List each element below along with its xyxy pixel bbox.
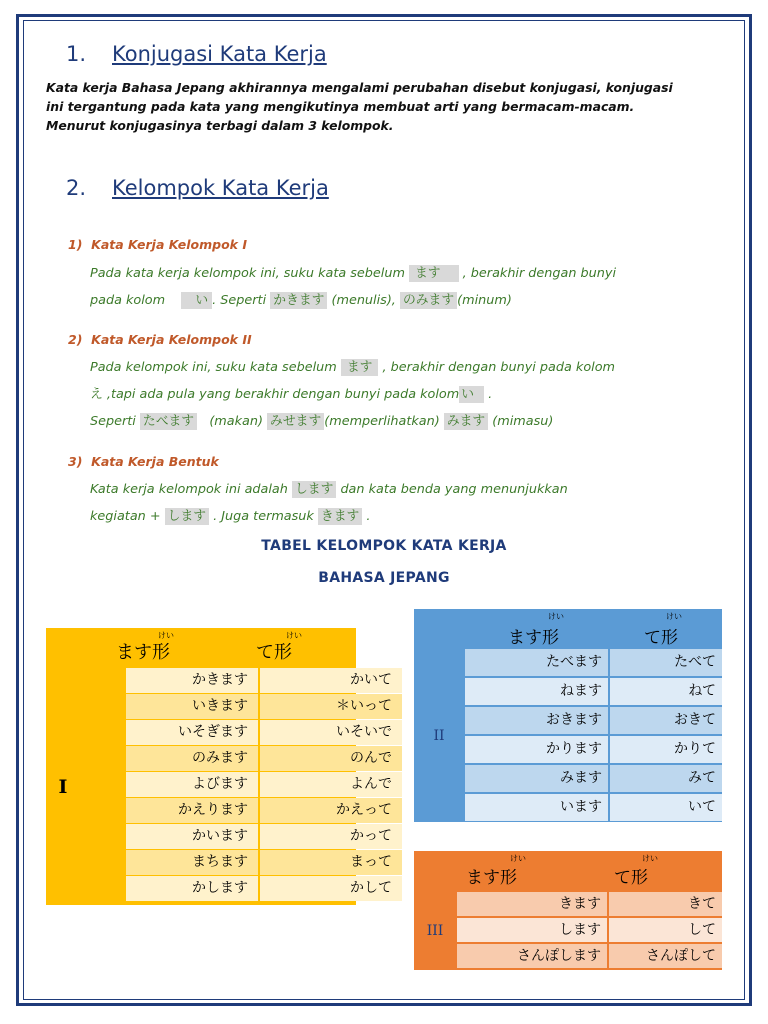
text: (mimasu): [492, 414, 554, 429]
table-row: [126, 746, 402, 772]
masu-form-cell: [126, 798, 258, 823]
te-form-text: かって: [350, 828, 392, 844]
masu-form-cell: [126, 850, 258, 875]
table-row: [126, 798, 402, 824]
text: dan kata benda yang menunjukkan: [340, 482, 568, 497]
text: (memperlihatkan): [324, 414, 440, 429]
table-row: [126, 824, 402, 850]
table-group-3: [414, 851, 722, 970]
group-1-number: 1): [68, 237, 83, 252]
table-row: [465, 649, 722, 677]
intro-line: Menurut konjugasinya terbagi dalam 3 kelompok.: [46, 118, 394, 133]
ruby-annotation: けい: [158, 631, 174, 640]
masu-form-cell: [126, 720, 258, 745]
table-subtitle: [0, 570, 768, 586]
text: Seperti: [90, 414, 136, 429]
highlight: たべます: [140, 413, 197, 430]
intro-line: Kata kerja Bahasa Jepang akhirannya mengalami perubahan disebut konjugasi, konjugasi: [46, 80, 673, 95]
te-form-cell: [609, 944, 722, 968]
masu-form-text: まちます: [192, 854, 248, 870]
text: pada kolom: [90, 293, 166, 308]
table-row: [126, 720, 402, 746]
te-form-text: いそいで: [336, 724, 392, 740]
header-te-form: て形: [256, 642, 292, 663]
masu-form-cell: [465, 678, 608, 705]
section-2-title: Kelompok Kata Kerja: [112, 176, 329, 200]
section-1-heading: [66, 42, 327, 66]
text: Pada kelompok ini, suku kata sebelum: [90, 360, 337, 375]
table-title-line: TABEL KELOMPOK KATA KERJA: [261, 538, 507, 554]
group-2-line-3: [90, 410, 730, 429]
group-3-heading: [68, 454, 219, 469]
te-form-cell: [260, 694, 402, 719]
te-form-text: かえって: [336, 802, 392, 818]
group-label: II: [433, 727, 445, 744]
text: , berakhir dengan bunyi: [462, 266, 617, 281]
te-form-text: たべて: [674, 654, 716, 670]
intro-paragraph: [46, 78, 726, 135]
te-form-text: みて: [688, 770, 716, 786]
group-1-title: Kata Kerja Kelompok I: [91, 237, 247, 252]
group-3-number: 3): [68, 454, 83, 469]
text: Pada kata kerja kelompok ini, suku kata sebelum: [90, 266, 405, 281]
te-form-cell: [610, 649, 722, 676]
masu-form-cell: [457, 892, 607, 916]
masu-form-cell: [465, 707, 608, 734]
group-3-line-1: [90, 478, 730, 497]
te-form-cell: [609, 918, 722, 942]
masu-form-text: かります: [546, 741, 602, 757]
group-3-line-2: [90, 505, 730, 524]
masu-form-text: みます: [560, 770, 602, 786]
ruby-annotation: けい: [510, 854, 526, 863]
table-row: [465, 765, 722, 793]
table-row: [126, 876, 402, 902]
intro-line: ini tergantung pada kata yang mengikutinya membuat arti yang bermacam-macam.: [46, 99, 635, 114]
ruby-annotation: けい: [666, 612, 682, 621]
table-row: [457, 944, 722, 969]
masu-form-text: たべます: [546, 654, 602, 670]
te-form-text: かして: [350, 880, 392, 896]
table-row: [126, 772, 402, 798]
text: ,tapi ada pula yang berakhir dengan bunyi pada kolom: [106, 387, 460, 402]
masu-form-cell: [126, 772, 258, 797]
masu-form-text: します: [559, 922, 601, 938]
table-row: [457, 892, 722, 917]
masu-form-text: さんぽします: [517, 948, 601, 964]
te-form-text: のんで: [350, 750, 392, 766]
te-form-cell: [260, 772, 402, 797]
text: . Juga termasuk: [213, 509, 314, 524]
te-form-cell: [610, 707, 722, 734]
highlight: します: [292, 481, 336, 498]
header-masu-form: ます形: [508, 628, 559, 648]
table-group-2: [414, 609, 722, 822]
masu-form-cell: [465, 736, 608, 763]
text: .: [366, 509, 371, 524]
masu-form-text: きます: [559, 896, 601, 912]
masu-form-text: かきます: [192, 672, 248, 688]
masu-form-text: いきます: [192, 698, 248, 714]
table-row: [126, 850, 402, 876]
te-form-cell: [610, 678, 722, 705]
group-1-heading: [68, 237, 247, 252]
te-form-cell: [260, 824, 402, 849]
te-form-text: して: [688, 922, 716, 938]
group-2-title: Kata Kerja Kelompok II: [91, 332, 252, 347]
te-form-cell: [260, 746, 402, 771]
highlight: みせます: [267, 413, 324, 430]
group-2-number: 2): [68, 332, 83, 347]
table-row: [457, 918, 722, 943]
text: (makan): [209, 414, 263, 429]
text: kegiatan +: [90, 509, 161, 524]
masu-form-cell: [126, 746, 258, 771]
masu-form-text: のみます: [192, 750, 248, 766]
masu-form-cell: [126, 824, 258, 849]
text: (minum): [457, 293, 512, 308]
section-2-number: 2.: [66, 176, 87, 200]
masu-form-cell: [457, 918, 607, 942]
te-form-cell: [610, 794, 722, 821]
ruby-annotation: けい: [642, 854, 658, 863]
group-3-title: Kata Kerja Bentuk: [91, 454, 219, 469]
table-row: [465, 678, 722, 706]
highlight: ます: [409, 265, 459, 282]
masu-form-cell: [126, 694, 258, 719]
text: (menulis),: [331, 293, 396, 308]
section-1-number: 1.: [66, 42, 87, 66]
masu-form-text: かえります: [178, 802, 248, 818]
masu-form-text: いそぎます: [178, 724, 248, 740]
masu-form-cell: [457, 944, 607, 968]
header-te-form: て形: [644, 628, 678, 648]
te-form-text: きて: [688, 896, 716, 912]
highlight: きます: [318, 508, 362, 525]
text: . Seperti: [212, 293, 267, 308]
masu-form-cell: [126, 668, 258, 693]
table-title: [0, 538, 768, 554]
highlight: します: [165, 508, 209, 525]
group-label: III: [426, 922, 444, 939]
masu-form-cell: [465, 649, 608, 676]
group-label: I: [58, 775, 68, 798]
highlight: い: [181, 292, 212, 309]
te-form-cell: [609, 892, 722, 916]
table-row: [126, 694, 402, 720]
te-form-cell: [610, 765, 722, 792]
group-2-line-1: [90, 356, 730, 375]
header-masu-form: ます形: [116, 642, 170, 663]
te-form-cell: [260, 668, 402, 693]
te-form-text: まって: [350, 854, 392, 870]
te-form-cell: [260, 798, 402, 823]
section-1-title: Konjugasi Kata Kerja: [112, 42, 327, 66]
table-group-1: [46, 628, 392, 905]
text: え: [90, 387, 103, 402]
group-2-heading: [68, 332, 252, 347]
table-row: [126, 668, 402, 694]
group-1-line-1: [90, 262, 730, 281]
masu-form-text: おきます: [546, 712, 602, 728]
highlight: い: [459, 386, 484, 403]
header-masu-form: ます形: [466, 868, 517, 888]
header-te-form: て形: [614, 868, 648, 888]
table-row: [465, 707, 722, 735]
highlight: ます: [341, 359, 379, 376]
masu-form-cell: [465, 765, 608, 792]
highlight: かきます: [270, 292, 327, 309]
masu-form-cell: [126, 876, 258, 901]
highlight: のみます: [400, 292, 457, 309]
te-form-cell: [260, 850, 402, 875]
highlight: みます: [444, 413, 488, 430]
group-1-line-2: [90, 289, 730, 308]
section-2-heading: [66, 176, 329, 200]
ruby-annotation: けい: [548, 612, 564, 621]
te-form-text: ねて: [688, 683, 716, 699]
masu-form-text: ねます: [560, 683, 602, 699]
masu-form-text: よびます: [192, 776, 248, 792]
masu-form-text: かいます: [192, 828, 248, 844]
text: .: [488, 387, 493, 402]
te-form-text: よんで: [350, 776, 392, 792]
table-title-line: BAHASA JEPANG: [318, 570, 450, 586]
te-form-text: おきて: [674, 712, 716, 728]
te-form-text: ＊いって: [336, 698, 392, 714]
masu-form-cell: [465, 794, 608, 821]
te-form-cell: [610, 736, 722, 763]
ruby-annotation: けい: [286, 631, 302, 640]
table-row: [465, 736, 722, 764]
te-form-text: かいて: [350, 672, 392, 688]
te-form-text: かりて: [674, 741, 716, 757]
te-form-text: いて: [688, 799, 716, 815]
table-row: [465, 794, 722, 822]
text: , berakhir dengan bunyi pada kolom: [382, 360, 616, 375]
te-form-cell: [260, 720, 402, 745]
te-form-cell: [260, 876, 402, 901]
te-form-text: さんぽして: [646, 948, 716, 964]
masu-form-text: います: [560, 799, 602, 815]
text: Kata kerja kelompok ini adalah: [90, 482, 288, 497]
group-2-line-2: [90, 383, 730, 402]
masu-form-text: かします: [192, 880, 248, 896]
